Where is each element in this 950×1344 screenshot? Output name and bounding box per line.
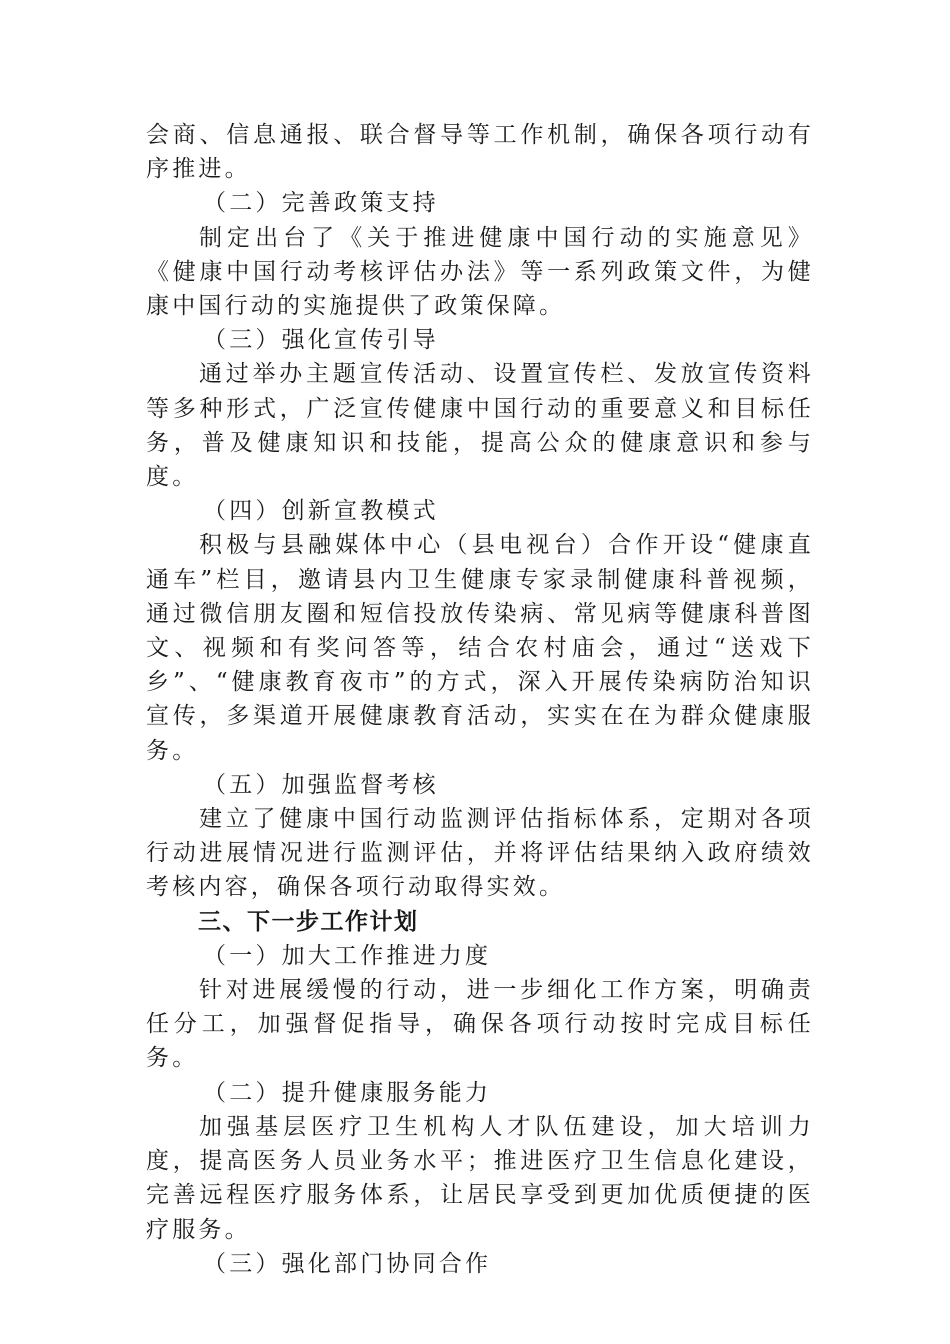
- subheading-improve-policy-support: （二）完善政策支持: [203, 190, 439, 217]
- paragraph-refine-work-plans: 针对进展缓慢的行动，进一步细化工作方案，明确责任分工，加强督促指导，确保各项行动按时完成目标任务。: [146, 977, 814, 1072]
- paragraph-monitoring-evaluation: 建立了健康中国行动监测评估指标体系，定期对各项行动进展情况进行监测评估，并将评估结果纳入政府绩效考核内容，确保各项行动取得实效。: [146, 806, 814, 901]
- subheading-increase-work-promotion: （一）加大工作推进力度: [203, 942, 492, 969]
- subheading-strengthen-cooperation: （三）强化部门协同合作: [203, 1250, 492, 1277]
- paragraph-health-education: 积极与县融媒体中心（县电视台）合作开设“健康直通车”栏目，邀请县内卫生健康专家录制健康科普视频，通过微信朋友圈和短信投放传染病、常见病等健康科普图文、视频和有奖问答等，结合农村庙会，通过“送戏下乡”、“健康教育夜市”的方式，深入开展传染病防治知识宣传，多渠道开展健康教育活动，实实在在为群众健康服务。: [146, 532, 814, 764]
- subheading-strengthen-publicity: （三）强化宣传引导: [203, 327, 439, 354]
- document-body: [146, 118, 814, 1281]
- continuation-paragraph: 会商、信息通报、联合督导等工作机制，确保各项行动有序推进。: [146, 122, 814, 183]
- paragraph-publicity-activities: 通过举办主题宣传活动、设置宣传栏、发放宣传资料等多种形式，广泛宣传健康中国行动的重要意义和目标任务，普及健康知识和技能，提高公众的健康意识和参与度。: [146, 361, 814, 491]
- subheading-innovate-education-mode: （四）创新宣教模式: [203, 498, 439, 525]
- subheading-improve-health-services: （二）提升健康服务能力: [203, 1079, 492, 1106]
- subheading-strengthen-supervision: （五）加强监督考核: [203, 771, 439, 798]
- section-heading-next-steps: 三、下一步工作计划: [198, 908, 419, 935]
- paragraph-grassroots-medical: 加强基层医疗卫生机构人才队伍建设，加大培训力度，提高医务人员业务水平；推进医疗卫生信息化建设，完善远程医疗服务体系，让居民享受到更加优质便捷的医疗服务。: [146, 1113, 814, 1243]
- paragraph-policy-documents: 制定出台了《关于推进健康中国行动的实施意见》《健康中国行动考核评估办法》等一系列政策文件，为健康中国行动的实施提供了政策保障。: [146, 224, 814, 320]
